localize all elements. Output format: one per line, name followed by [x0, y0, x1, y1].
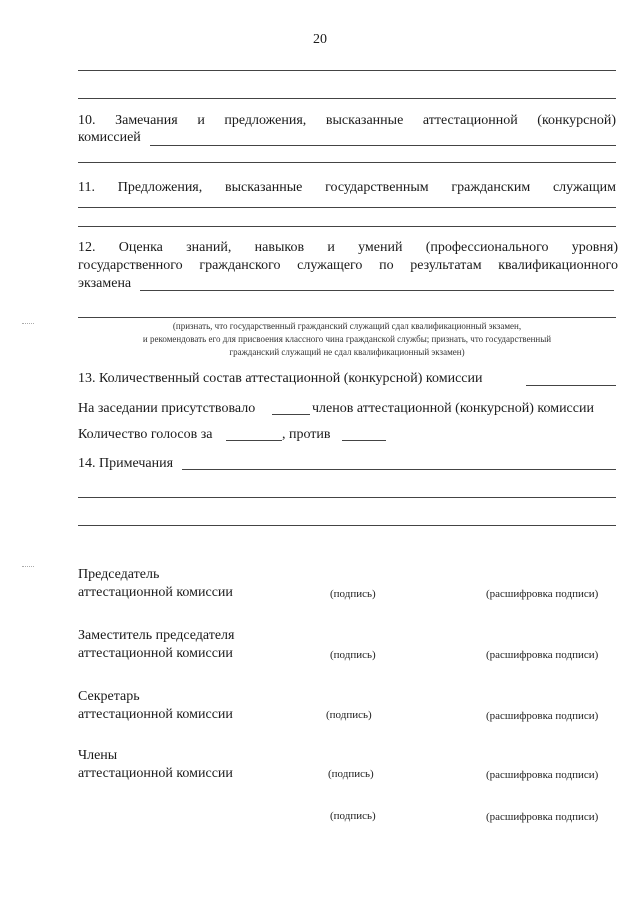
signature-label: (подпись): [330, 649, 376, 661]
signature-role-cont: аттестационной комиссии: [78, 646, 233, 661]
scan-mark: [22, 566, 34, 567]
signature-decode-label: (расшифровка подписи): [486, 588, 599, 600]
item12-heading-cont: государственного гражданского служащего по результатам квалификационного: [78, 258, 618, 273]
signature-decode-label: (расшифровка подписи): [486, 710, 599, 722]
item12-hint-2: и рекомендовать его для присвоения классного чина гражданской службы; признать, что государственный: [142, 334, 552, 344]
votes-for-label: Количество голосов за: [78, 427, 213, 442]
item13-heading: 13. Количественный состав аттестационной (конкурсной) комиссии: [78, 371, 483, 386]
votes-against-field[interactable]: [342, 440, 386, 441]
scan-mark: [22, 323, 34, 324]
blank-line[interactable]: [78, 70, 616, 71]
signature-role: Заместитель председателя: [78, 628, 235, 643]
votes-against-label: , против: [282, 427, 331, 442]
blank-line[interactable]: [78, 497, 616, 498]
signature-role-cont: аттестационной комиссии: [78, 766, 233, 781]
item11-heading: 11. Предложения, высказанные государственным гражданским служащим: [78, 180, 616, 195]
signature-role: Председатель: [78, 567, 160, 582]
votes-for-field[interactable]: [226, 440, 282, 441]
signature-decode-label: (расшифровка подписи): [486, 811, 599, 823]
item10-answer-line[interactable]: [150, 145, 616, 146]
present-suffix: членов аттестационной (конкурсной) комиссии: [312, 401, 594, 416]
item13-answer-line[interactable]: [526, 385, 616, 386]
blank-line[interactable]: [78, 525, 616, 526]
signature-decode-label: (расшифровка подписи): [486, 649, 599, 661]
signature-label: (подпись): [330, 810, 376, 822]
page-number: 20: [313, 32, 327, 47]
item14-heading: 14. Примечания: [78, 456, 174, 471]
signature-label: (подпись): [328, 768, 374, 780]
item12-hint-3: гражданский служащий не сдал квалификационный экзамен): [229, 347, 465, 357]
signature-role-cont: аттестационной комиссии: [78, 707, 233, 722]
signature-role: Секретарь: [78, 689, 140, 704]
item12-heading: 12. Оценка знаний, навыков и умений (профессионального уровня): [78, 240, 618, 255]
item10-heading: 10. Замечания и предложения, высказанные аттестационной (конкурсной): [78, 113, 616, 128]
item12-hint-1: (признать, что государственный гражданский служащий сдал квалификационный экзамен,: [172, 321, 522, 331]
signature-role-cont: аттестационной комиссии: [78, 585, 233, 600]
signature-label: (подпись): [326, 709, 372, 721]
blank-line[interactable]: [78, 226, 616, 227]
item14-answer-line[interactable]: [182, 469, 616, 470]
blank-line[interactable]: [78, 162, 616, 163]
item12-answer-line-2[interactable]: [78, 317, 616, 318]
item10-heading-cont: комиссией: [78, 130, 141, 145]
signature-label: (подпись): [330, 588, 376, 600]
item12-heading-cont2: экзамена: [78, 276, 132, 291]
signature-decode-label: (расшифровка подписи): [486, 769, 599, 781]
present-prefix: На заседании присутствовало: [78, 401, 256, 416]
item11-answer-line[interactable]: [78, 207, 616, 208]
present-count-field[interactable]: [272, 414, 310, 415]
item12-answer-line[interactable]: [140, 290, 614, 291]
signature-role: Члены: [78, 748, 118, 763]
blank-line[interactable]: [78, 98, 616, 99]
